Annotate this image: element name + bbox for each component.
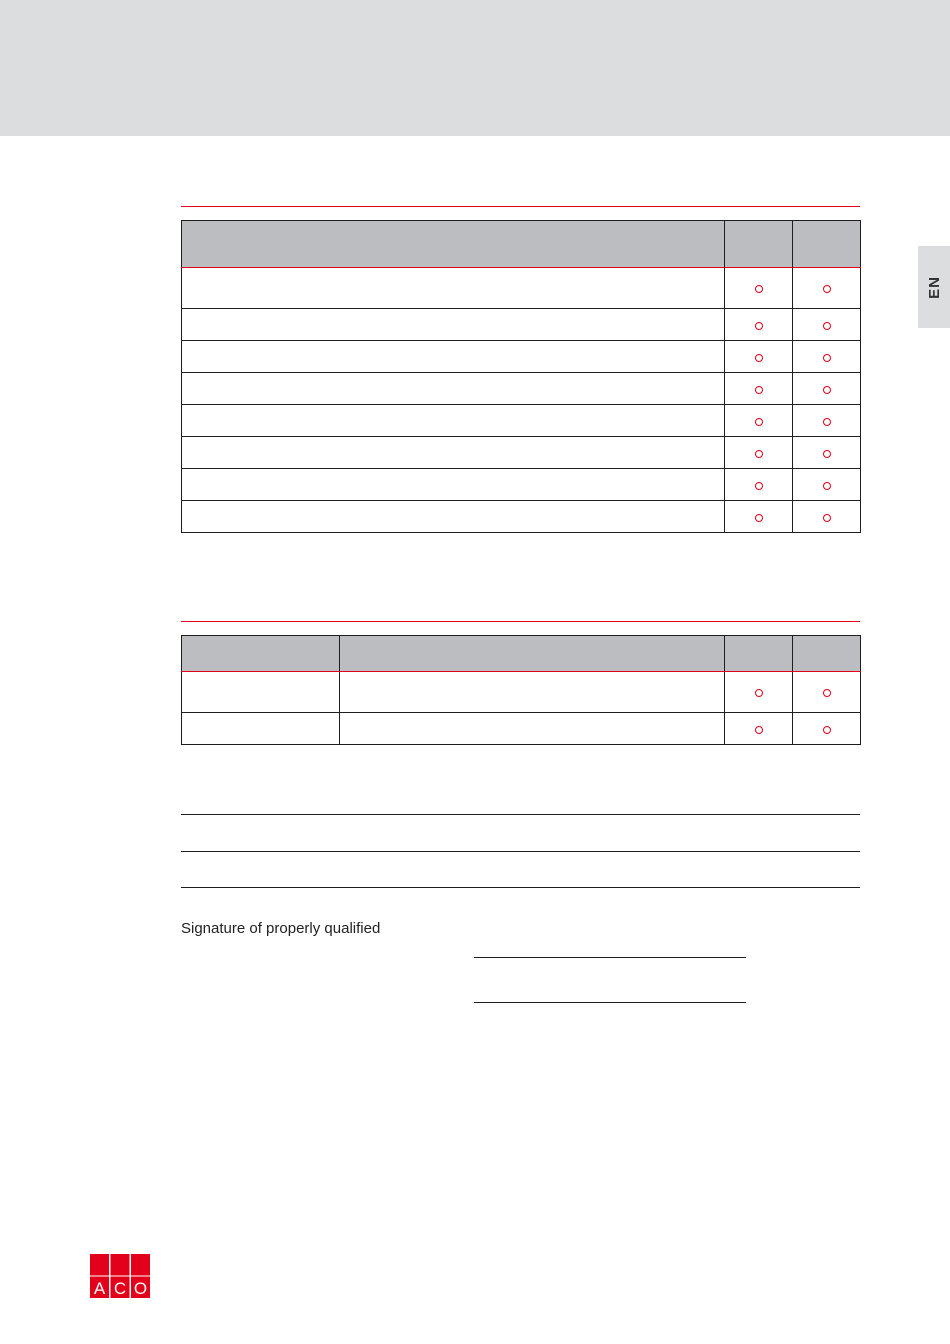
language-tab[interactable] <box>918 246 950 328</box>
checklist-1-header-row <box>182 221 861 268</box>
logo-letter-c: C <box>113 1279 127 1298</box>
checkbox-cell-a[interactable] <box>725 341 793 373</box>
note-line[interactable] <box>181 814 860 815</box>
checklist-2-header-label <box>182 636 340 672</box>
checklist-table-1 <box>181 220 861 533</box>
table-row <box>182 341 861 373</box>
checkbox-cell-a[interactable] <box>725 469 793 501</box>
checkbox-cell-a[interactable] <box>725 405 793 437</box>
checklist-item-text <box>182 469 725 501</box>
checklist-item-text <box>182 501 725 533</box>
checkbox-cell-b[interactable] <box>793 437 861 469</box>
checkbox-cell-a[interactable] <box>725 672 793 713</box>
section-2-rule <box>181 621 860 622</box>
radio-circle-icon[interactable] <box>823 482 831 490</box>
radio-circle-icon[interactable] <box>755 726 763 734</box>
radio-circle-icon[interactable] <box>823 418 831 426</box>
checklist-2-header-col-b <box>793 636 861 672</box>
checklist-1-header-item <box>182 221 725 268</box>
checkbox-cell-b[interactable] <box>793 268 861 309</box>
radio-circle-icon[interactable] <box>755 285 763 293</box>
checklist-row-label <box>182 713 340 745</box>
checklist-1-header-col-a <box>725 221 793 268</box>
checkbox-cell-b[interactable] <box>793 713 861 745</box>
table-row <box>182 437 861 469</box>
radio-circle-icon[interactable] <box>823 450 831 458</box>
radio-circle-icon[interactable] <box>755 386 763 394</box>
checkbox-cell-a[interactable] <box>725 437 793 469</box>
radio-circle-icon[interactable] <box>755 450 763 458</box>
checklist-item-text <box>182 268 725 309</box>
section-1-rule <box>181 206 860 207</box>
checkbox-cell-a[interactable] <box>725 309 793 341</box>
checkbox-cell-a[interactable] <box>725 501 793 533</box>
checklist-item-text <box>182 437 725 469</box>
radio-circle-icon[interactable] <box>823 386 831 394</box>
radio-circle-icon[interactable] <box>755 482 763 490</box>
checklist-item-text <box>340 672 725 713</box>
checkbox-cell-b[interactable] <box>793 501 861 533</box>
checkbox-cell-a[interactable] <box>725 268 793 309</box>
radio-circle-icon[interactable] <box>823 726 831 734</box>
table-row <box>182 268 861 309</box>
table-row <box>182 405 861 437</box>
table-row <box>182 373 861 405</box>
checkbox-cell-b[interactable] <box>793 672 861 713</box>
checklist-1-header-col-b <box>793 221 861 268</box>
radio-circle-icon[interactable] <box>755 689 763 697</box>
checklist-item-text <box>182 405 725 437</box>
table-row <box>182 309 861 341</box>
checklist-2-header-item <box>340 636 725 672</box>
radio-circle-icon[interactable] <box>755 354 763 362</box>
radio-circle-icon[interactable] <box>823 689 831 697</box>
table-row <box>182 672 861 713</box>
aco-logo <box>90 1254 150 1298</box>
checklist-row-label <box>182 672 340 713</box>
checkbox-cell-a[interactable] <box>725 373 793 405</box>
logo-letter-o: O <box>133 1279 148 1298</box>
checklist-item-text <box>340 713 725 745</box>
table-row <box>182 501 861 533</box>
signature-label: Signature of properly qualified <box>181 920 381 937</box>
checklist-item-text <box>182 373 725 405</box>
logo-letter-a: A <box>93 1279 106 1298</box>
radio-circle-icon[interactable] <box>823 514 831 522</box>
checklist-2-header-col-a <box>725 636 793 672</box>
signature-line[interactable] <box>474 957 746 958</box>
radio-circle-icon[interactable] <box>823 285 831 293</box>
radio-circle-icon[interactable] <box>755 514 763 522</box>
checkbox-cell-b[interactable] <box>793 405 861 437</box>
checkbox-cell-b[interactable] <box>793 373 861 405</box>
language-tab-label: EN <box>925 275 943 299</box>
checklist-item-text <box>182 341 725 373</box>
checkbox-cell-b[interactable] <box>793 469 861 501</box>
table-row <box>182 713 861 745</box>
checklist-2-header-row <box>182 636 861 672</box>
checkbox-cell-b[interactable] <box>793 341 861 373</box>
checklist-item-text <box>182 309 725 341</box>
checkbox-cell-b[interactable] <box>793 309 861 341</box>
radio-circle-icon[interactable] <box>823 354 831 362</box>
radio-circle-icon[interactable] <box>823 322 831 330</box>
checkbox-cell-a[interactable] <box>725 713 793 745</box>
note-line[interactable] <box>181 851 860 852</box>
radio-circle-icon[interactable] <box>755 322 763 330</box>
date-line[interactable] <box>474 1002 746 1003</box>
table-row <box>182 469 861 501</box>
radio-circle-icon[interactable] <box>755 418 763 426</box>
checklist-table-2 <box>181 635 861 745</box>
note-line[interactable] <box>181 887 860 888</box>
header-band <box>0 0 950 136</box>
